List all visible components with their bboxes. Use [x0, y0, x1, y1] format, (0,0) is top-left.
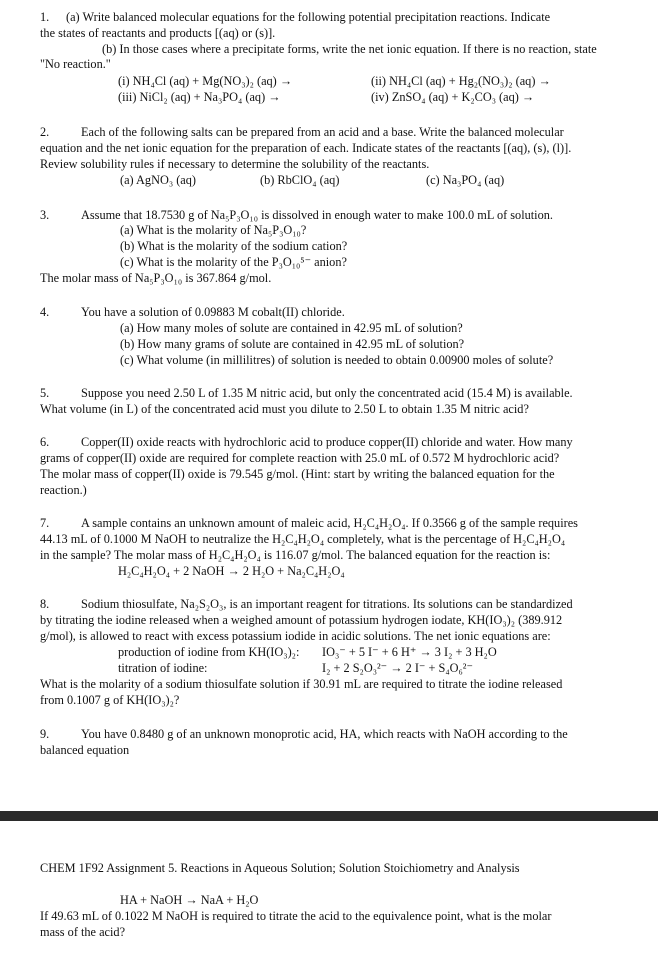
q9-number: 9.: [40, 727, 50, 741]
q4-text-line1: You have a solution of 0.09883 M cobalt(II) chloride.: [81, 305, 345, 319]
q1-text-line3: (b) In those cases where a precipitate forms, write the net ionic equation. If there is no reaction, state: [102, 42, 597, 56]
q5-text-line1: Suppose you need 2.50 L of 1.35 M nitric acid, but only the concentrated acid (15.4 M) is available.: [81, 386, 573, 400]
q2-salt-c: (c) Na₃PO₄ (aq): [426, 173, 505, 187]
q4-part-c: (c) What volume (in millilitres) of solution is needed to obtain 0.00900 moles of solute?: [120, 353, 554, 367]
q1-text-line2: the states of reactants and products [(aq) or (s)].: [40, 26, 276, 40]
q8-number: 8.: [40, 597, 50, 611]
q2-text-line1: Each of the following salts can be prepared from an acid and a base. Write the balanced molecular: [81, 125, 564, 139]
q5-number: 5.: [40, 386, 50, 400]
q6-text-line3: The molar mass of copper(II) oxide is 79.545 g/mol. (Hint: start by writing the balanced equation for the: [40, 467, 555, 481]
q1-number: 1.: [40, 10, 50, 24]
q1-text-line1: (a) Write balanced molecular equations for the following potential precipitation reactions. Indicate: [66, 10, 551, 24]
page-break-divider: [0, 811, 658, 821]
q2-text-line2: equation and the net ionic equation for the preparation of each. Indicate states of the reactants [(aq), (s), (l)].: [40, 141, 572, 155]
q4-part-a: (a) How many moles of solute are contained in 42.95 mL of solution?: [120, 321, 463, 335]
q3-part-a: (a) What is the molarity of Na₅P₃O₁₀?: [120, 223, 307, 237]
q1-reaction-i: (i) NH₄Cl (aq) + Mg(NO₃)₂ (aq) →: [118, 74, 293, 88]
q3-molar-mass: The molar mass of Na₅P₃O₁₀ is 367.864 g/mol.: [40, 271, 272, 285]
q7-number: 7.: [40, 516, 50, 530]
q1-reaction-iv: (iv) ZnSO₄ (aq) + K₂CO₃ (aq) →: [371, 90, 535, 104]
q8-titration-equation: I₂ + 2 S₂O₃²⁻ → 2 I⁻ + S₄O₆²⁻: [322, 661, 473, 675]
q3-part-c: (c) What is the molarity of the P₃O₁₀⁵⁻ anion?: [120, 255, 347, 269]
q1-reaction-ii: (ii) NH₄Cl (aq) + Hg₂(NO₃)₂ (aq) →: [371, 74, 551, 88]
q8-text-line1: Sodium thiosulfate, Na₂S₂O₃, is an important reagent for titrations. Its solutions can be standardized: [81, 597, 573, 611]
q2-text-line3: Review solubility rules if necessary to determine the solubility of the reactants.: [40, 157, 430, 171]
q9-text-line2: balanced equation: [40, 743, 130, 757]
q5-text-line2: What volume (in L) of the concentrated acid must you dilute to 2.50 L to obtain 1.35 M nitric acid?: [40, 402, 529, 416]
q3-part-b: (b) What is the molarity of the sodium cation?: [120, 239, 348, 253]
q8-text-line7: from 0.1007 g of KH(IO₃)₂?: [40, 693, 180, 707]
q9-text-line1: You have 0.8480 g of an unknown monoprotic acid, HA, which reacts with NaOH according to the: [81, 727, 568, 741]
q7-text-line2: 44.13 mL of 0.1000 M NaOH to neutralize the H₂C₄H₂O₄ completely, what is the percentage of H₂C₄H₂O₄: [40, 532, 566, 546]
q4-part-b: (b) How many grams of solute are contained in 42.95 mL of solution?: [120, 337, 465, 351]
q2-salt-b: (b) RbClO₄ (aq): [260, 173, 340, 187]
q9-equation: HA + NaOH → NaA + H₂O: [120, 893, 259, 907]
q6-text-line1: Copper(II) oxide reacts with hydrochloric acid to produce copper(II) chloride and water. How many: [81, 435, 573, 449]
q7-equation: H₂C₄H₂O₄ + 2 NaOH → 2 H₂O + Na₂C₄H₂O₄: [118, 564, 345, 578]
q8-production-equation: IO₃⁻ + 5 I⁻ + 6 H⁺ → 3 I₂ + 3 H₂O: [322, 645, 497, 659]
q6-text-line4: reaction.): [40, 483, 87, 497]
q9-cont-line2: mass of the acid?: [40, 925, 126, 939]
q1-reaction-iii: (iii) NiCl₂ (aq) + Na₃PO₄ (aq) →: [118, 90, 281, 104]
q9-cont-line1: If 49.63 mL of 0.1022 M NaOH is required to titrate the acid to the equivalence point, what is the molar: [40, 909, 552, 923]
q8-titration-label: titration of iodine:: [118, 661, 208, 675]
q3-text-line1: Assume that 18.7530 g of Na₅P₃O₁₀ is dissolved in enough water to make 100.0 mL of solution.: [81, 208, 553, 222]
q7-text-line3: in the sample? The molar mass of H₂C₄H₂O₄ is 116.07 g/mol. The balanced equation for the reaction is:: [40, 548, 551, 562]
q1-text-line4: "No reaction.": [40, 57, 111, 71]
page2-header: CHEM 1F92 Assignment 5. Reactions in Aqueous Solution; Solution Stoichiometry and Analysis: [40, 861, 520, 875]
q6-number: 6.: [40, 435, 50, 449]
q6-text-line2: grams of copper(II) oxide are required for complete reaction with 25.0 mL of 0.572 M hydrochloric acid?: [40, 451, 560, 465]
q2-number: 2.: [40, 125, 50, 139]
q7-text-line1: A sample contains an unknown amount of maleic acid, H₂C₄H₂O₄. If 0.3566 g of the sample requires: [81, 516, 578, 530]
q8-text-line3: g/mol), is allowed to react with excess potassium iodide in acidic solutions. The net ionic equations are:: [40, 629, 551, 643]
q4-number: 4.: [40, 305, 50, 319]
q8-text-line2: by titrating the iodine released when a weighed amount of potassium hydrogen iodate, KH(IO₃)₂ (389.912: [40, 613, 563, 627]
q3-number: 3.: [40, 208, 50, 222]
q8-text-line6: What is the molarity of a sodium thiosulfate solution if 30.91 mL are required to titrate the iodine released: [40, 677, 563, 691]
q2-salt-a: (a) AgNO₃ (aq): [120, 173, 196, 187]
q8-production-label: production of iodine from KH(IO₃)₂:: [118, 645, 300, 659]
